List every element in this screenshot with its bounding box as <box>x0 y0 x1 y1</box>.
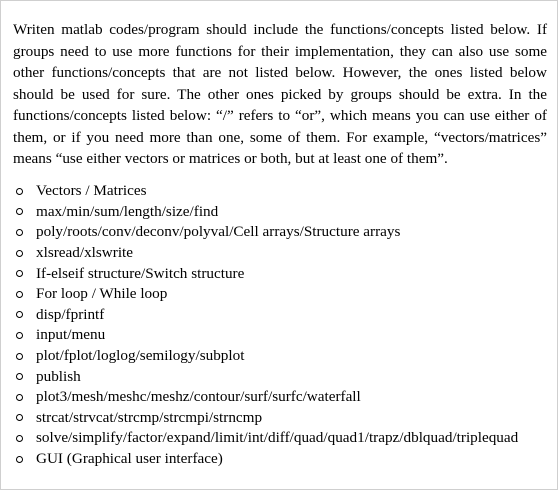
hollow-bullet-icon <box>16 373 23 380</box>
list-item-text: GUI (Graphical user interface) <box>36 450 223 468</box>
list-item <box>13 346 553 367</box>
list-item-text: input/menu <box>36 326 106 344</box>
hollow-bullet-icon <box>16 311 23 318</box>
hollow-bullet-icon <box>16 291 23 298</box>
hollow-bullet-icon <box>16 208 23 215</box>
list-item-text: poly/roots/conv/deconv/polyval/Cell arrays/Structure arrays <box>36 223 401 241</box>
list-item <box>13 305 553 326</box>
hollow-bullet-icon <box>16 332 23 339</box>
functions-list <box>13 181 553 469</box>
list-item-text: Vectors / Matrices <box>36 182 147 200</box>
hollow-bullet-icon <box>16 270 23 277</box>
hollow-bullet-icon <box>16 250 23 257</box>
list-item-text: publish <box>36 367 81 385</box>
list-item <box>13 449 553 470</box>
list-item-text: disp/fprintf <box>36 305 105 323</box>
list-item <box>13 202 553 223</box>
hollow-bullet-icon <box>16 456 23 463</box>
list-item-text: max/min/sum/length/size/find <box>36 202 219 220</box>
list-item-text: plot/fplot/loglog/semilogy/subplot <box>36 347 245 365</box>
hollow-bullet-icon <box>16 188 23 195</box>
list-item <box>13 263 553 284</box>
hollow-bullet-icon <box>16 353 23 360</box>
hollow-bullet-icon <box>16 229 23 236</box>
hollow-bullet-icon <box>16 414 23 421</box>
list-item <box>13 243 553 264</box>
list-item-text: For loop / While loop <box>36 285 168 303</box>
list-item-text: strcat/strvcat/strcmp/strcmpi/strncmp <box>36 408 263 426</box>
list-item-text: xlsread/xlswrite <box>36 244 134 262</box>
list-item-text: solve/simplify/factor/expand/limit/int/diff/quad/quad1/trapz/dblquad/triplequad <box>36 429 519 447</box>
list-item <box>13 428 553 449</box>
list-item <box>13 408 553 429</box>
list-item <box>13 325 553 346</box>
list-item <box>13 181 553 202</box>
list-item <box>13 222 553 243</box>
list-item <box>13 284 553 305</box>
list-item <box>13 366 553 387</box>
list-item-text: plot3/mesh/meshc/meshz/contour/surf/surfc/waterfall <box>36 388 361 406</box>
list-item-text: If-elseif structure/Switch structure <box>36 264 245 282</box>
instructions-paragraph: Writen matlab codes/program should include the functions/concepts listed below. If groups need to use more functions for their implementation, they can also use some other functions/concepts that are not listed below. However, the ones listed below should be used for sure. The other ones picked by groups should be extra. In the functions/concepts listed below: “/” refers to “or”, which means you can use either of them, or if you need more than one, some of them. For example, “vectors/matrices” means “use either vectors or matrices or both, but at least one of them”. <box>13 21 547 167</box>
hollow-bullet-icon <box>16 435 23 442</box>
hollow-bullet-icon <box>16 394 23 401</box>
list-item <box>13 387 553 408</box>
